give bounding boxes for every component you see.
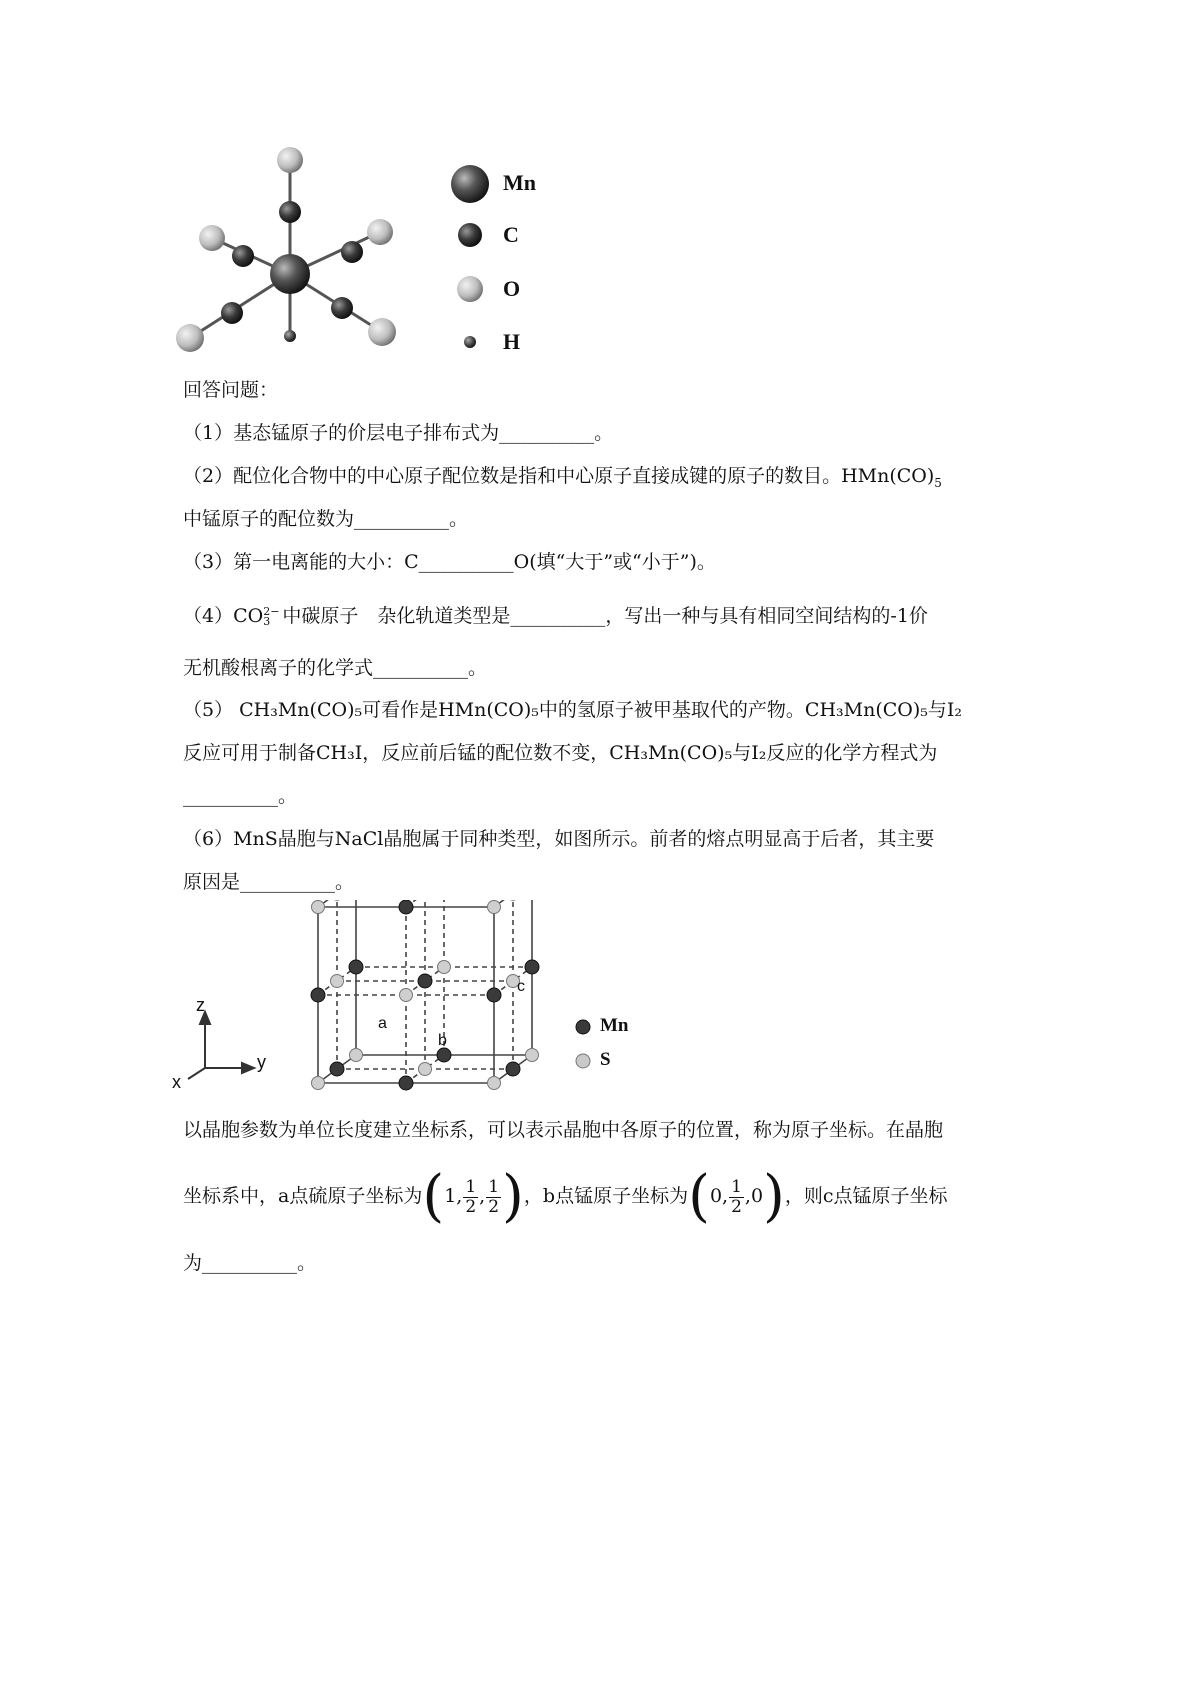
mn-atom [270,254,310,294]
question-5-line2: 反应可用于制备CH₃I，反应前后锰的配位数不变，CH₃Mn(CO)₅与I₂反应的化学方程式为 [183,742,938,764]
question-4-line2: 无机酸根离子的化学式__________。 [183,657,488,679]
question-6-line2: 原因是__________。 [183,871,355,893]
c-atom [221,302,243,324]
o-atom [368,318,396,346]
question-1: （1）基态锰原子的价层电子排布式为__________。 [183,422,614,444]
mn-ion [311,988,325,1002]
axis-y-label: y [257,1052,266,1072]
o-atom [176,324,204,352]
legend-mn-swatch [451,165,489,203]
s-ion [488,1077,501,1090]
mn-ion [525,960,539,974]
cell-label-c: c [517,978,525,995]
legend-h-label: H [503,329,521,354]
s-ion [312,901,325,914]
question-5-line1: （5） CH₃Mn(CO)₅可看作是HMn(CO)₅中的氢原子被甲基取代的产物。CH₃Mn(CO)₅与I₂ [183,699,963,721]
b-coordinate: 0, $\frac{1}{2}$ ,0 [709,1176,764,1217]
question-2-line1: （2）配位化合物中的中心原子配位数是指和中心原子直接成键的原子的数目。$HMn(CO)_5$ [183,465,942,490]
c-atom [331,297,353,319]
axis-z-label: z [196,995,205,1015]
c-atom [232,245,254,267]
c-atom [279,201,301,223]
o-atom [367,219,393,245]
question-4-line1: （4）CO 2− 3 中碳原子 杂化轨道类型是__________，写出一种与具有相同空间结构的-1价 [183,605,928,628]
s-ion [400,989,413,1002]
mn-ion [399,900,413,914]
cell-label-b: b [438,1032,447,1049]
mn-ion [487,988,501,1002]
coord-paragraph-line3: 为__________。 [183,1252,317,1274]
legend-s-swatch [576,1054,590,1068]
mn-ion [506,1062,520,1076]
mn-ion [330,1062,344,1076]
a-coordinate: 1, $\frac{1}{2}$ , $\frac{1}{2}$ [444,1176,500,1217]
s-ion [526,1049,539,1062]
o-atom [277,147,303,173]
mn-ion [437,1048,451,1062]
s-ion [438,961,451,974]
cell-legend-swatches [570,1015,600,1075]
s-ion [350,1049,363,1062]
h-atom [284,330,296,342]
mn-ion [349,960,363,974]
s-ion [312,1077,325,1090]
axes-diagram [165,995,275,1090]
s-ion [331,975,344,988]
axis-x-label: x [172,1072,181,1092]
legend-s-label: S [600,1049,611,1070]
legend-c-label: C [503,222,519,247]
c-atom [341,241,363,263]
legend-mn-swatch [576,1020,590,1034]
question-5-line3: __________。 [183,785,298,807]
question-6-line1: （6）MnS晶胞与NaCl晶胞属于同种类型，如图所示。前者的熔点明显高于后者，其主要 [183,828,935,850]
legend-mn-label: Mn [503,170,536,195]
s-ion [419,1063,432,1076]
intro-text: 回答问题： [183,379,279,401]
coord-paragraph-line1: 以晶胞参数为单位长度建立坐标系，可以表示晶胞中各原子的位置，称为原子坐标。在晶胞 [183,1119,944,1141]
coord-paragraph-line2: 坐标系中，a点硫原子坐标为(1, $\frac{1}{2}$ , $\frac{1}{2}$ )，b点锰原子坐标为(0, $\frac{1}{2}$ ,0)，则c点锰原子坐标 [183,1164,948,1229]
legend-o-label: O [503,276,521,301]
mn-ion [418,974,432,988]
s-ion [488,901,501,914]
question-3: （3）第一电离能的大小：C__________O(填“大于”或“小于”)。 [183,551,716,573]
legend-o-swatch [457,276,483,302]
o-atom [199,225,225,251]
cell-label-a: a [378,1015,387,1032]
mn-ion [399,1076,413,1090]
question-2-line2: 中锰原子的配位数为__________。 [183,508,469,530]
crystal-cell-diagram [300,900,540,1100]
legend-h-swatch [464,336,476,348]
legend-mn-label-2: Mn [600,1015,629,1036]
legend-c-swatch [458,223,482,247]
